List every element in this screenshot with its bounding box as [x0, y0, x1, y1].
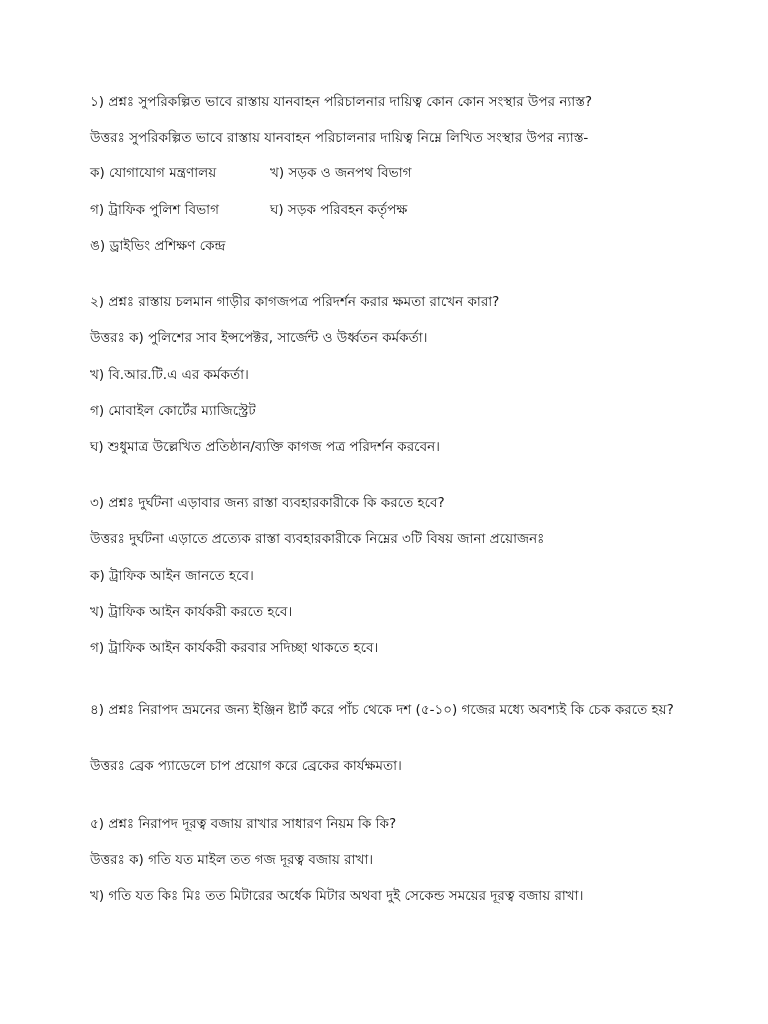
q1-option-d: ঘ) সড়ক পরিবহন কর্তৃপক্ষ — [270, 202, 408, 218]
q4-answer: উত্তরঃ ব্রেক প্যাডেলে চাপ প্রয়োগ করে ব্রেকের কার্যক্ষমতা। — [90, 758, 402, 774]
q1-option-c: গ) ট্রাফিক পুলিশ বিভাগ — [90, 202, 219, 218]
q1-question: ১) প্রশ্নঃ সুপরিকল্পিত ভাবে রাস্তায় যানবাহন পরিচালনার দায়িত্ব কোন কোন সংস্থার উপর ন্যাস্ত? — [90, 94, 593, 110]
q2-option-c: গ) মোবাইল কোর্টের ম্যাজিস্ট্রেট — [90, 403, 256, 419]
q2-option-d: ঘ) শুধুমাত্র উল্লেখিত প্রতিষ্ঠান/ব্যক্তি কাগজ পত্র পরিদর্শন করবেন। — [90, 439, 441, 455]
q4-question: ৪) প্রশ্নঃ নিরাপদ ভ্রমনের জন্য ইঞ্জিন ষ্টার্ট করে পাঁচ থেকে দশ (৫-১০) গজের মধ্যে অবশ্যই কি চেক করতে হয়? — [90, 702, 674, 718]
q1-options-row-1 — [90, 163, 720, 183]
q5-question: ৫) প্রশ্নঃ নিরাপদ দূরত্ব বজায় রাখার সাধারণ নিয়ম কি কি? — [90, 816, 397, 832]
q1-option-a: ক) যোগাযোগ মন্ত্রণালয় — [90, 165, 217, 181]
q3-option-c: গ) ট্রাফিক আইন কার্যকরী করবার সদিচ্ছা থাকতে হবে। — [90, 640, 379, 656]
q5-option-b: খ) গতি যত কিঃ মিঃ তত মিটারের অর্ধেক মিটার অথবা দুই সেকেন্ড সময়ের দূরত্ব বজায় রাখা। — [90, 888, 584, 904]
q3-question: ৩) প্রশ্নঃ দুর্ঘটনা এড়াবার জন্য রাস্তা ব্যবহারকারীকে কি করতে হবে? — [90, 495, 445, 511]
q3-option-b: খ) ট্রাফিক আইন কার্যকরী করতে হবে। — [90, 604, 293, 620]
q2-option-a: উত্তরঃ ক) পুলিশের সাব ইন্সপেক্টর, সার্জেন্ট ও উর্ধ্বতন কর্মকর্তা। — [90, 330, 428, 346]
q2-option-b: খ) বি.আর.টি.এ এর কর্মকর্তা। — [90, 367, 249, 383]
q1-option-b: খ) সড়ক ও জনপথ বিভাগ — [270, 165, 412, 181]
q1-answer: উত্তরঃ সুপরিকল্পিত ভাবে রাস্তায় যানবাহন পরিচালনার দায়িত্ব নিম্নে লিখিত সংস্থার উপর ন্যাস্ত- — [90, 130, 589, 146]
q3-option-a: ক) ট্রাফিক আইন জানতে হবে। — [90, 568, 254, 584]
q5-option-a: উত্তরঃ ক) গতি যত মাইল তত গজ দূরত্ব বজায় রাখা। — [90, 852, 374, 868]
q1-option-e: ঙ) ড্রাইভিং প্রশিক্ষণ কেন্দ্র — [90, 238, 226, 254]
q1-options-row-2 — [90, 200, 720, 220]
q2-question: ২) প্রশ্নঃ রাস্তায় চলমান গাড়ীর কাগজপত্র পরিদর্শন করার ক্ষমতা রাখেন কারা? — [90, 294, 500, 310]
q3-answer: উত্তরঃ দুর্ঘটনা এড়াতে প্রত্যেক রাস্তা ব্যবহারকারীকে নিম্নের ৩টি বিষয় জানা প্রয়োজনঃ — [90, 531, 545, 547]
